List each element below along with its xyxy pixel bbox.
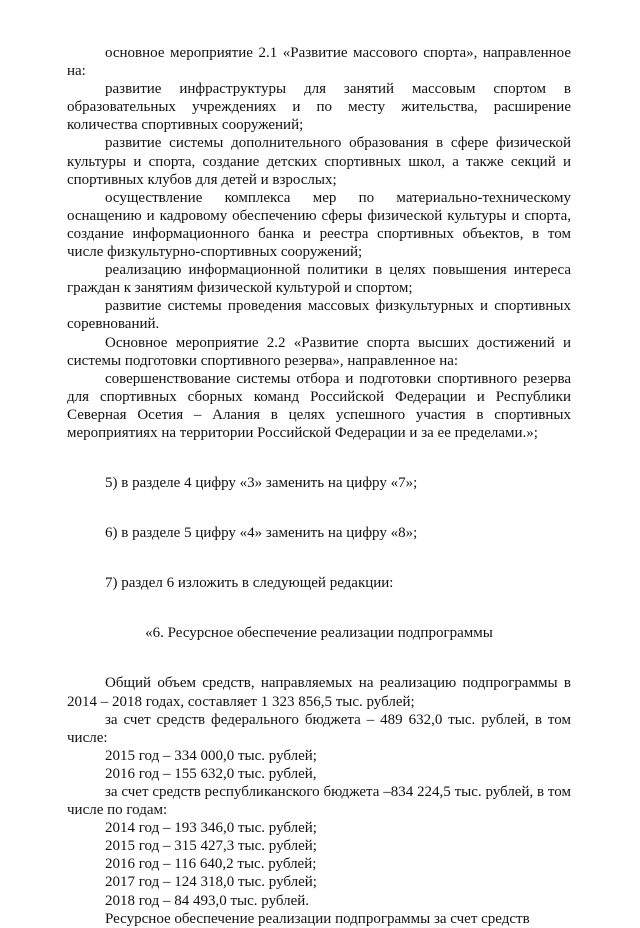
amendment-6: 6) в разделе 5 цифру «4» заменить на цифру «8»; — [105, 525, 418, 542]
paragraph-additional-education: развитие системы дополнительного образования в сфере физической культуры и спорта, создание детских спортивных школ, а также секций и спортивных клубов для детей и взрослых; — [67, 135, 571, 188]
paragraph-mass-competitions: развитие системы проведения массовых физкультурных и спортивных соревнований. — [67, 298, 571, 333]
paragraph-infrastructure: развитие инфраструктуры для занятий массовым спортом в образовательных учреждениях и по месту жительства, расширение количества спортивных сооружений; — [67, 81, 571, 134]
republic-year-2018: 2018 год – 84 493,0 тыс. рублей. — [105, 892, 310, 909]
paragraph-closing: Ресурсное обеспечение реализации подпрограммы за счет средств — [105, 910, 530, 927]
republic-years-list — [67, 819, 571, 909]
section-heading: «6. Ресурсное обеспечение реализации подпрограммы — [145, 625, 493, 642]
paragraph-reserve-training: совершенствование системы отбора и подготовки спортивного резерва для спортивных сборных команд Российской Федерации и Республики Северная Осетия – Алания в целях успешного участия в спортивных мероприятиях на территории Российской Федерации и за ее пределами.»; — [67, 370, 571, 441]
amendment-7: 7) раздел 6 изложить в следующей редакции: — [105, 575, 394, 592]
paragraph-federal-budget: за счет средств федерального бюджета – 489 632,0 тыс. рублей, в том числе: — [67, 711, 571, 746]
republic-year-2017: 2017 год – 124 318,0 тыс. рублей; — [105, 874, 317, 891]
federal-year-2016: 2016 год – 155 632,0 тыс. рублей, — [105, 765, 317, 782]
paragraph-measure-2-1: основное мероприятие 2.1 «Развитие массового спорта», направленное на: — [67, 45, 571, 80]
paragraph-republic-budget: за счет средств республиканского бюджета –834 224,5 тыс. рублей, в том числе по годам: — [67, 784, 571, 819]
federal-year-2015: 2015 год – 334 000,0 тыс. рублей; — [105, 747, 317, 764]
paragraph-measure-2-2: Основное мероприятие 2.2 «Развитие спорта высших достижений и системы подготовки спортивного резерва», направленное на: — [67, 334, 571, 369]
republic-year-2016: 2016 год – 116 640,2 тыс. рублей; — [105, 856, 317, 873]
republic-year-2015: 2015 год – 315 427,3 тыс. рублей; — [105, 838, 317, 855]
paragraph-material-support: осуществление комплекса мер по материально-техническому оснащению и кадровому обеспечению сферы физической культуры и спорта, создание информационного банка и реестра спортивных объектов, в том числе физкультурно-спортивных сооружений; — [67, 189, 571, 261]
republic-year-2014: 2014 год – 193 346,0 тыс. рублей; — [105, 820, 317, 837]
federal-years-list — [67, 747, 571, 783]
amendment-5: 5) в разделе 4 цифру «3» заменить на цифру «7»; — [105, 475, 418, 492]
paragraph-information-policy: реализацию информационной политики в целях повышения интереса граждан к занятиям физической культурой и спортом; — [67, 262, 571, 297]
paragraph-total-funding: Общий объем средств, направляемых на реализацию подпрограммы в 2014 – 2018 годах, составляет 1 323 856,5 тыс. рублей; — [67, 675, 571, 710]
document-page — [67, 44, 571, 928]
